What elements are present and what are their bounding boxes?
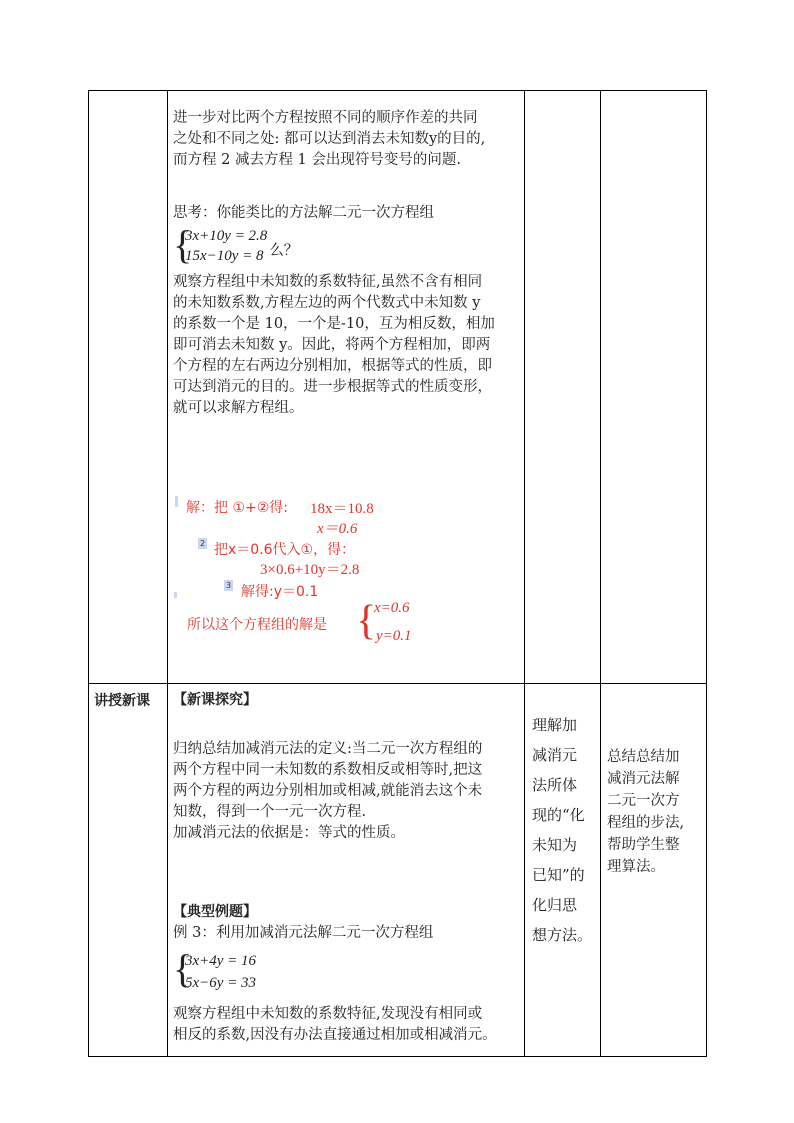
activity-line-1: 理解加 <box>532 716 578 734</box>
paragraph-marker-4 <box>174 592 177 598</box>
equation-1: 3x+10y = 2.8 <box>185 228 268 244</box>
equation-system-2 <box>173 946 523 994</box>
solution-step2-eq: 3×0.6+10y＝2.8 <box>260 562 360 578</box>
col-border-2 <box>524 90 525 1057</box>
student-activity-column <box>532 710 598 950</box>
intent-line-2: 减消元法解 <box>607 771 680 787</box>
table-bottom-border <box>88 1056 707 1057</box>
equation-2: 5x−6y = 33 <box>185 975 257 991</box>
col-border-3 <box>600 90 601 1057</box>
para-basis: 加减消元法的依据是：等式的性质。 <box>173 825 405 841</box>
paragraph-marker-2: 2 <box>199 539 206 548</box>
table-top-border <box>88 90 707 91</box>
row2-content <box>173 690 523 1046</box>
solution-step2-label: 把x＝0.6代入①，得： <box>214 542 356 558</box>
para-compare-line-3: 而方程 2 减去方程 1 会出现符号变号的问题. <box>173 152 461 168</box>
intent-line-5: 帮助学生整 <box>607 837 680 853</box>
heading-new-lesson: 【新课探究】 <box>173 692 257 708</box>
paragraph-marker-1 <box>175 496 178 507</box>
equation-1: 3x+4y = 16 <box>185 953 257 969</box>
left-brace: { <box>173 946 193 991</box>
left-brace: { <box>173 222 193 267</box>
para-compare-line-1: 进一步对比两个方程按照不同的顺序作差的共同 <box>173 110 478 126</box>
intent-line-3: 二元一次方 <box>607 793 680 809</box>
activity-line-6: 已知”的 <box>532 866 585 884</box>
para-compare-line-2: 之处和不同之处: 都可以达到消去未知数y的目的, <box>173 131 486 147</box>
activity-line-7: 化归思 <box>532 896 578 914</box>
para-definition-line-4: 知数，得到一个一元一次方程. <box>173 804 367 820</box>
para-observe-line-2: 的未知数系数,方程左边的两个代数式中未知数 y <box>173 295 481 311</box>
para-definition-line-3: 两个方程的两边分别相加或相减,就能消去这个未 <box>173 783 483 799</box>
para-observe2-line-1: 观察方程组中未知数的系数特征,发现没有相同或 <box>173 1006 483 1022</box>
para-observe-line-5: 个方程的左右两边分别相加，根据等式的性质，即 <box>173 358 492 374</box>
equation-system-1 <box>173 222 521 267</box>
heading-examples: 【典型例题】 <box>173 904 257 920</box>
para-definition-line-2: 两个方程中同一未知数的系数相反或相等时,把这 <box>173 762 483 778</box>
think-question: 思考：你能类比的方法解二元一次方程组 <box>173 205 434 221</box>
row1-content <box>173 108 521 419</box>
intent-line-1: 总结总结加 <box>607 749 680 765</box>
solution-step1-result: x＝0.6 <box>317 521 358 537</box>
activity-line-3: 法所体 <box>532 776 578 794</box>
equation-2: 15x−10y = 8 <box>185 248 264 264</box>
para-observe-line-3: 的系数一个是 10，一个是-10，互为相反数，相加 <box>173 316 495 332</box>
para-observe-line-6: 可达到消元的目的。进一步根据等式的性质变形， <box>173 379 492 395</box>
answer-brace: { <box>356 598 377 644</box>
para-observe-line-1: 观察方程组中未知数的系数特征,虽然不含有相同 <box>173 274 483 290</box>
activity-line-2: 减消元 <box>532 746 578 764</box>
activity-line-5: 未知为 <box>532 836 578 854</box>
answer-y: y=0.1 <box>376 628 412 644</box>
intent-line-6: 理算法。 <box>607 859 665 875</box>
system-suffix: 么？ <box>269 242 299 259</box>
col-border-0 <box>88 90 89 1057</box>
answer-x: x=0.6 <box>374 600 410 616</box>
solution-step1-eq: 18x＝10.8 <box>310 501 374 517</box>
activity-line-8: 想方法。 <box>532 926 593 944</box>
col-border-1 <box>167 90 168 1057</box>
design-intent-column <box>607 746 705 878</box>
solution-conclusion: 所以这个方程组的解是 <box>187 617 327 633</box>
section-label: 讲授新课 <box>94 693 150 709</box>
para-observe2-line-2: 相反的系数,因没有办法直接通过相加或相减消元。 <box>173 1027 497 1043</box>
solution-step1-label: 解：把 ①+②得: <box>186 500 288 516</box>
paragraph-marker-3: 3 <box>225 581 232 590</box>
para-observe-line-7: 就可以求解方程组。 <box>173 400 304 416</box>
para-definition-line-1: 归纳总结加减消元法的定义:当二元一次方程组的 <box>173 741 483 757</box>
activity-line-4: 现的“化 <box>532 806 585 824</box>
col-border-4 <box>706 90 707 1057</box>
solution-step3: 解得:y＝0.1 <box>241 584 319 600</box>
para-observe-line-4: 即可消去未知数 y。因此，将两个方程相加，即两 <box>173 337 491 353</box>
example-title: 例 3：利用加减消元法解二元一次方程组 <box>173 925 434 941</box>
intent-line-4: 程组的步法, <box>607 815 685 831</box>
row-divider <box>88 683 707 684</box>
